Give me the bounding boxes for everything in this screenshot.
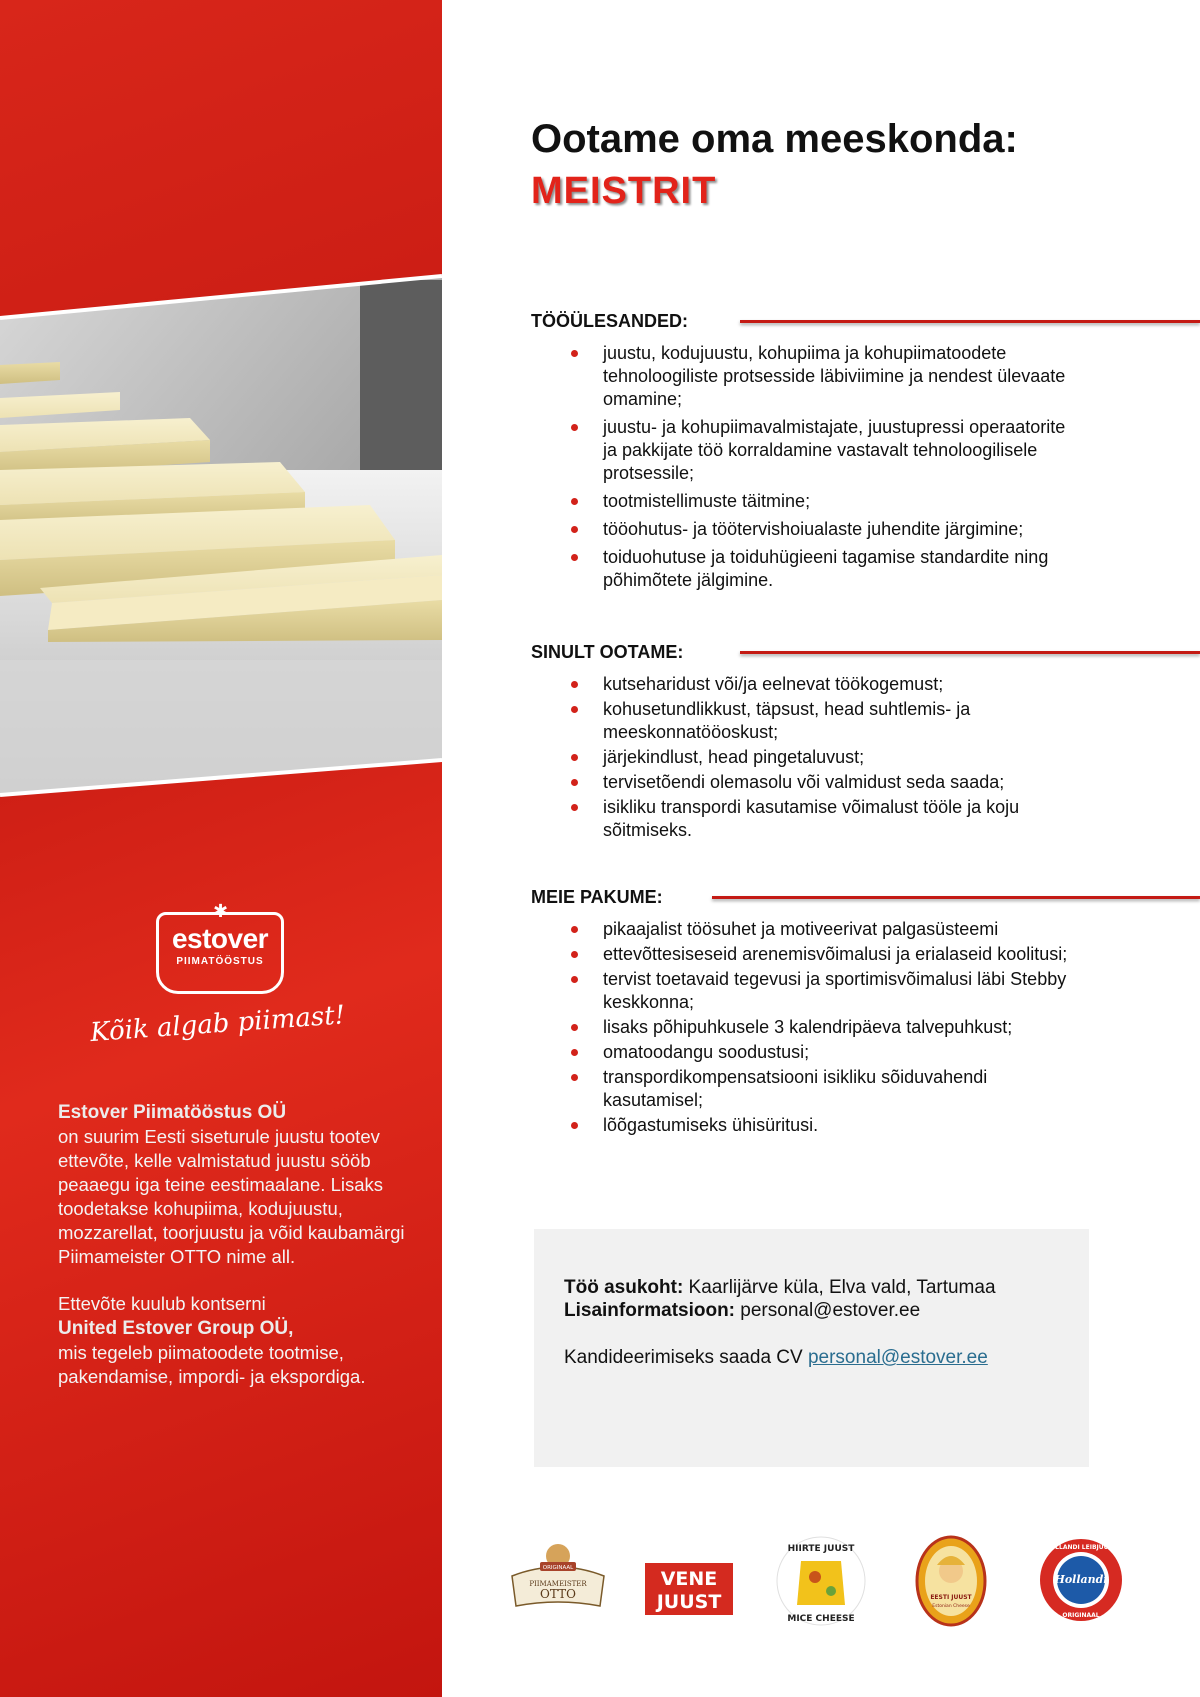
bullet-icon	[571, 926, 578, 933]
section-divider	[712, 896, 1200, 899]
bullet-icon	[571, 424, 578, 431]
bullet-icon	[571, 976, 578, 983]
eesti-juust-logo	[915, 1535, 987, 1627]
mice-bottom-text: MICE CHEESE	[787, 1614, 855, 1624]
vene-juust-logo	[645, 1563, 733, 1615]
brand-logos-row	[0, 1535, 1200, 1635]
list-item: tootmistellimuste täitmine;	[560, 490, 1080, 513]
list-item: ettevõttesiseseid arenemisvõimalusi ja erialaseid koolitusi;	[560, 943, 1080, 966]
hollandi-mid-text: Hollandi	[1054, 1573, 1108, 1586]
bullet-icon	[571, 804, 578, 811]
bullet-icon	[571, 1049, 578, 1056]
position-title: MEISTRIT	[531, 170, 717, 212]
eesti-sub-text: Estonian Cheese	[932, 1604, 970, 1609]
list-item: lisaks põhipuhkusele 3 kalendripäeva talvepuhkust;	[560, 1016, 1080, 1039]
apply-email-link[interactable]: personal@estover.ee	[807, 1347, 988, 1368]
list-item: tervist toetavaid tegevusi ja sportimisvõimalusi läbi Stebby keskkonna;	[560, 968, 1080, 1014]
bullet-icon	[571, 1074, 578, 1081]
bullet-icon	[571, 498, 578, 505]
contact-value: personal@estover.ee	[735, 1300, 921, 1321]
vene-top-text: VENE	[660, 1568, 718, 1590]
list-item: pikaajalist töösuhet ja motiveerivat palgasüsteemi	[560, 918, 1080, 941]
apply-text: Kandideerimiseks saada CV	[564, 1347, 808, 1368]
page-title: Ootame oma meeskonda:	[531, 117, 1018, 161]
bullet-icon	[571, 779, 578, 786]
bullet-icon	[571, 1122, 578, 1129]
company-description: on suurim Eesti siseturule juustu tootev ettevõte, kelle valmistatud juustu sööb peaaegu iga teine eestimaalane. Lisaks toodetakse kohupiima, kodujuustu, mozzarellat, toorjuustu ja võid kaubamärgi Piimameister OTTO nime all.	[58, 1126, 405, 1267]
logo-subtitle: PIIMATÖÖSTUS	[176, 956, 264, 967]
hollandi-leibjuust-logo	[1038, 1537, 1124, 1623]
bullet-icon	[571, 526, 578, 533]
section-divider	[740, 651, 1200, 654]
contact-info-box	[534, 1229, 1089, 1467]
hollandi-top-text: HOLLANDI LEIBJUUST	[1045, 1544, 1117, 1551]
bullet-icon	[571, 706, 578, 713]
list-item: juustu, kodujuustu, kohupiima ja kohupiimatoodete tehnoloogiliste protsesside läbiviimine ja nendest ülevaate omamine;	[560, 342, 1080, 411]
duties-list	[560, 342, 1080, 597]
group-description: mis tegeleb piimatoodete tootmise, pakendamise, impordi- ja ekspordiga.	[58, 1342, 366, 1387]
list-item: juustu- ja kohupiimavalmistajate, juustupressi operaatorite ja pakkijate töö korraldamine vastavalt tehnoloogilisele protsessile;	[560, 416, 1080, 485]
slogan: Kõik algab piimast!	[89, 1000, 347, 1049]
location-line	[564, 1277, 996, 1299]
group-intro: Ettevõte kuulub kontserni	[58, 1293, 266, 1314]
apply-line	[564, 1347, 988, 1369]
vene-bottom-text: JUUST	[656, 1591, 722, 1613]
section-heading-duties: TÖÖÜLESANDED:	[531, 311, 688, 331]
otto-mid-text: PIIMAMEISTER	[529, 1580, 587, 1588]
list-item: toiduohutuse ja toiduhügieeni tagamise standardite ning põhimõtete jälgimine.	[560, 546, 1080, 592]
list-item: omatoodangu soodustusi;	[560, 1041, 1080, 1064]
estover-logo	[156, 901, 284, 994]
mice-top-text: HIIRTE JUUST	[787, 1544, 855, 1554]
otto-name-text: OTTO	[540, 1587, 576, 1601]
list-item: kutseharidust või/ja eelnevat töökogemust;	[560, 673, 1080, 696]
bullet-icon	[571, 951, 578, 958]
contact-line	[564, 1300, 920, 1322]
offer-list	[560, 918, 1080, 1139]
bullet-icon	[571, 754, 578, 761]
list-item: kohusetundlikkust, täpsust, head suhtlemis- ja meeskonnatööoskust;	[560, 698, 1080, 744]
section-heading-requirements: SINULT OOTAME:	[531, 642, 684, 662]
company-name: Estover Piimatööstus OÜ	[58, 1102, 287, 1123]
section-heading-offer: MEIE PAKUME:	[531, 887, 663, 907]
cheese-production-photo	[0, 0, 442, 800]
sidebar-red-panel	[0, 0, 442, 1697]
location-label: Töö asukoht:	[564, 1277, 684, 1298]
list-item: tervisetõendi olemasolu või valmidust seda saada;	[560, 771, 1080, 794]
logo-name: estover	[171, 923, 269, 954]
otto-top-text: ORIGINAAL	[542, 1565, 574, 1571]
requirements-list	[560, 673, 1080, 844]
section-divider	[740, 320, 1200, 323]
bullet-icon	[571, 1024, 578, 1031]
eesti-name-text: EESTI JUUST	[930, 1594, 972, 1601]
list-item: lõõgastumiseks ühisüritusi.	[560, 1114, 1080, 1137]
bullet-icon	[571, 681, 578, 688]
bullet-icon	[571, 554, 578, 561]
list-item: isikliku transpordi kasutamise võimalust tööle ja koju sõitmiseks.	[560, 796, 1080, 842]
company-about	[58, 1100, 418, 1412]
list-item: järjekindlust, head pingetaluvust;	[560, 746, 1080, 769]
bullet-icon	[571, 350, 578, 357]
list-item: transpordikompensatsiooni isikliku sõiduvahendi kasutamisel;	[560, 1066, 1080, 1112]
contact-label: Lisainformatsioon:	[564, 1300, 736, 1321]
hiirte-juust-logo	[775, 1535, 867, 1627]
sun-icon: ✱	[213, 901, 229, 921]
group-name: United Estover Group OÜ,	[58, 1318, 294, 1339]
hollandi-bottom-text: ORIGINAAL	[1062, 1612, 1100, 1619]
piimameister-otto-logo	[510, 1540, 606, 1612]
location-value: Kaarlijärve küla, Elva vald, Tartumaa	[683, 1277, 996, 1298]
list-item: tööohutus- ja töötervishoiualaste juhendite järgimine;	[560, 518, 1080, 541]
